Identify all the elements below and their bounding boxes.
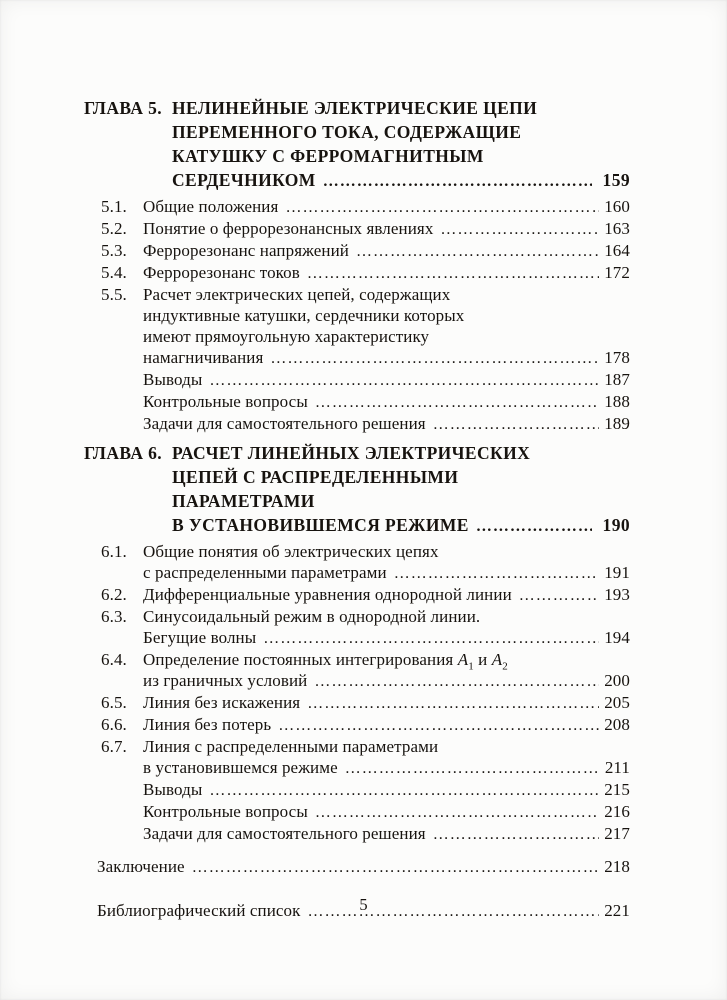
entry-title: в установившемся режиме — [143, 758, 338, 777]
entry-number: 6.6. — [101, 715, 127, 734]
entry-title: Контрольные вопросы — [143, 802, 308, 821]
entry-title: Выводы — [143, 370, 203, 389]
entry-number: 5.4. — [101, 263, 127, 282]
entry-number: 5.5. — [101, 285, 127, 304]
chapter-title-text: СЕРДЕЧНИКОМ — [172, 170, 316, 190]
entry-number: 5.1. — [101, 197, 127, 216]
toc-entry-continuation — [84, 326, 630, 347]
chapter-entries — [84, 196, 630, 435]
entry-page: 163 — [604, 219, 630, 238]
entry-title: Феррорезонанс токов — [143, 263, 300, 282]
leader-dots — [314, 670, 599, 692]
leader-dots — [519, 584, 599, 606]
toc-entry — [84, 369, 630, 391]
footer-page-number: 5 — [359, 895, 368, 914]
toc-entry — [84, 649, 630, 673]
entry-page: 160 — [604, 197, 630, 216]
leader-dots — [440, 218, 599, 240]
entry-page: 205 — [604, 693, 630, 712]
toc-entry — [84, 801, 630, 823]
entry-number: 6.2. — [101, 585, 127, 604]
entry-page: 208 — [604, 715, 630, 734]
entry-title: Расчет электрических цепей, содержащих — [143, 285, 451, 304]
entry-number: 6.7. — [101, 737, 127, 756]
leader-dots — [192, 856, 599, 878]
entry-title: Дифференциальные уравнения однородной линии — [143, 585, 512, 604]
leader-dots — [394, 562, 600, 584]
leader-dots — [345, 757, 600, 779]
toc-entry — [84, 823, 630, 845]
entry-title: Бегущие волны — [143, 628, 257, 647]
leader-dots — [356, 240, 599, 262]
toc-entry-continuation — [84, 670, 630, 692]
leader-dots — [278, 714, 599, 736]
toc-entry-continuation — [84, 305, 630, 326]
chapter-title-text: ПАРАМЕТРАМИ — [172, 491, 315, 511]
entry-page: 172 — [604, 263, 630, 282]
entry-title-text: и — [473, 650, 492, 669]
leader-dots — [270, 347, 599, 369]
chapter-title-text: В УСТАНОВИВШЕМСЯ РЕЖИМЕ — [172, 515, 469, 535]
entry-page: 211 — [604, 758, 630, 777]
chapter-heading — [84, 441, 630, 539]
leader-dots — [433, 823, 599, 845]
toc-entry — [84, 541, 630, 562]
chapter-title-line: НЕЛИНЕЙНЫЕ ЭЛЕКТРИЧЕСКИЕ ЦЕПИ — [172, 98, 538, 118]
leader-dots — [315, 801, 599, 823]
entry-title: намагничивания — [143, 348, 264, 367]
entry-page: 215 — [604, 780, 630, 799]
entry-title: из граничных условий — [143, 671, 308, 690]
toc-entry — [84, 240, 630, 262]
math-subscript: 2 — [502, 660, 508, 673]
entry-page: 189 — [604, 414, 630, 433]
math-variable: A — [491, 650, 503, 669]
toc-entry-continuation — [84, 757, 630, 779]
leader-dots — [307, 692, 599, 714]
toc-entry — [84, 218, 630, 240]
chapter-title-text: КАТУШКУ С ФЕРРОМАГНИТНЫМ — [172, 146, 484, 166]
toc-entry — [84, 391, 630, 413]
chapter-title-text: ЦЕПЕЙ С РАСПРЕДЕЛЕННЫМИ — [172, 467, 459, 487]
entry-title: Выводы — [143, 780, 203, 799]
entry-number: 5.2. — [101, 219, 127, 238]
chapter-title-line: РАСЧЕТ ЛИНЕЙНЫХ ЭЛЕКТРИЧЕСКИХ — [172, 443, 531, 463]
leader-dots — [263, 627, 599, 649]
chapter-heading-line — [84, 96, 630, 120]
chapter-title-line — [84, 489, 630, 513]
entry-number: 6.5. — [101, 693, 127, 712]
toc-entry — [84, 584, 630, 606]
leader-dots — [209, 779, 599, 801]
leader-dots — [209, 369, 599, 391]
chapter-heading — [84, 96, 630, 194]
toc-entry — [84, 284, 630, 305]
toc-entry — [84, 606, 630, 627]
chapter-title-line — [84, 465, 630, 489]
entry-page: 194 — [604, 628, 630, 647]
leader-dots — [433, 413, 599, 435]
entry-title-text: Определение постоянных интегрирования — [143, 650, 458, 669]
chapter-page-number: 190 — [602, 515, 630, 535]
entry-title: Синусоидальный режим в однородной линии. — [143, 607, 481, 626]
entry-page: 187 — [604, 370, 630, 389]
leader-dots — [307, 262, 599, 284]
entry-title: с распределенными параметрами — [143, 563, 387, 582]
chapter-label: ГЛАВА 5. — [84, 98, 163, 118]
entry-page: 221 — [604, 901, 630, 920]
math-variable: A — [457, 650, 469, 669]
entry-page: 188 — [604, 392, 630, 411]
entry-number: 6.3. — [101, 607, 127, 626]
chapter-title-line — [84, 144, 630, 168]
chapter-title-last-line — [84, 168, 630, 194]
toc-entry — [84, 714, 630, 736]
entry-title: Линия с распределенными параметрами — [143, 737, 439, 756]
entry-page: 178 — [604, 348, 630, 367]
entry-title: Общие понятия об электрических цепях — [143, 542, 439, 561]
chapter-heading-line — [84, 441, 630, 465]
entry-title: Линия без искажения — [143, 693, 301, 712]
toc-entry — [84, 736, 630, 757]
entry-title: имеют прямоугольную характеристику — [143, 327, 430, 346]
entry-title: Заключение — [97, 857, 185, 876]
entry-title: Задачи для самостоятельного решения — [143, 824, 426, 843]
math-subscript: 1 — [468, 660, 474, 673]
toc-entry-continuation — [84, 627, 630, 649]
leader-dots — [315, 391, 599, 413]
toc-entry — [84, 413, 630, 435]
entry-page: 191 — [604, 563, 630, 582]
entry-number: 6.1. — [101, 542, 127, 561]
entry-title-math — [143, 649, 508, 673]
entry-title: Задачи для самостоятельного решения — [143, 414, 426, 433]
entry-number: 6.4. — [101, 650, 127, 669]
entry-page: 200 — [604, 671, 630, 690]
entry-page: 164 — [604, 241, 630, 260]
entry-page: 193 — [604, 585, 630, 604]
toc-entry — [84, 262, 630, 284]
leader-dots — [323, 168, 592, 194]
entry-page: 216 — [604, 802, 630, 821]
toc-entry-continuation — [84, 347, 630, 369]
chapter-entries — [84, 541, 630, 845]
entry-page: 218 — [604, 857, 630, 876]
entry-title: индуктивные катушки, сердечники которых — [143, 306, 465, 325]
toc-entry — [84, 692, 630, 714]
toc-entry — [84, 196, 630, 218]
entry-title: Линия без потерь — [143, 715, 272, 734]
entry-page: 217 — [604, 824, 630, 843]
toc-entry-continuation — [84, 562, 630, 584]
chapter-title-line — [84, 120, 630, 144]
chapter-label: ГЛАВА 6. — [84, 443, 163, 463]
entry-title: Контрольные вопросы — [143, 392, 308, 411]
entry-title: Понятие о феррорезонансных явлениях — [143, 219, 434, 238]
toc-entry — [84, 779, 630, 801]
toc-entry — [84, 856, 630, 878]
chapter-title-last-line — [84, 513, 630, 539]
entry-title: Библиографический список — [97, 901, 301, 920]
chapter-page-number: 159 — [602, 170, 630, 190]
entry-number: 5.3. — [101, 241, 127, 260]
entry-title: Феррорезонанс напряжений — [143, 241, 349, 260]
chapter-title-text: ПЕРЕМЕННОГО ТОКА, СОДЕРЖАЩИЕ — [172, 122, 522, 142]
leader-dots — [476, 513, 592, 539]
table-of-contents — [84, 0, 630, 922]
entry-title: Общие положения — [143, 197, 279, 216]
leader-dots — [285, 196, 599, 218]
